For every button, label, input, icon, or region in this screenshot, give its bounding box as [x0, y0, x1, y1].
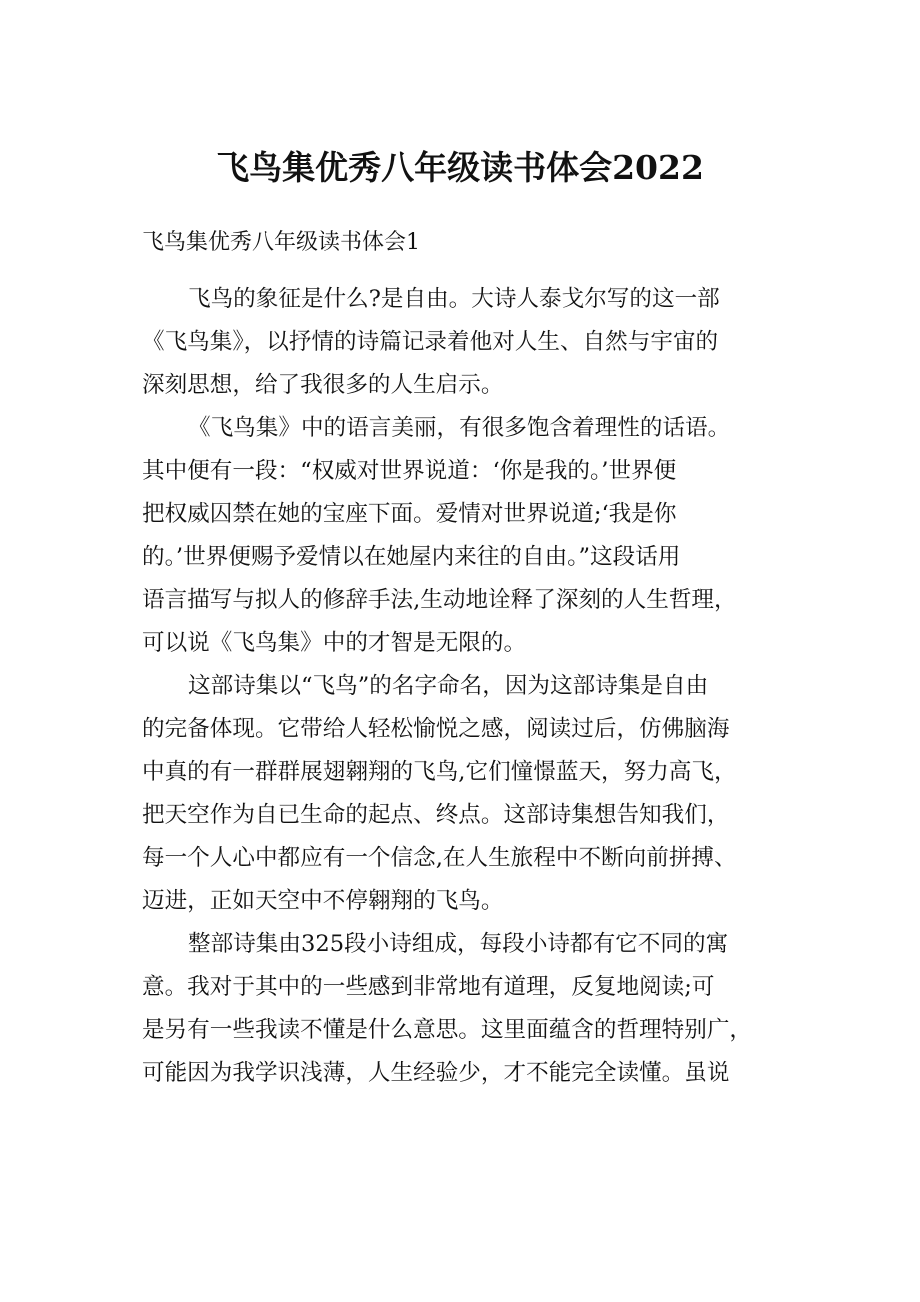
paragraph-line: 把天空作为自已生命的起点、终点。这部诗集想告知我们，: [142, 802, 730, 828]
paragraph-line: 飞鸟的象征是什么?是自由。大诗人泰戈尔写的这一部: [188, 286, 720, 312]
paragraph-line: 整部诗集由325段小诗组成，每段小诗都有它不同的寓: [188, 931, 729, 957]
paragraph-line: 意。我对于其中的一些感到非常地有道理，反复地阅读;可: [142, 974, 715, 1000]
document-subtitle: 飞鸟集优秀八年级读书体会1: [142, 230, 420, 255]
paragraph-line: 可以说《飞鸟集》中的才智是无限的。: [142, 630, 527, 656]
paragraph-line: 其中便有一段：“权威对世界说道：‘你是我的。’世界便: [142, 458, 677, 484]
paragraph-line: 把权威囚禁在她的宝座下面。爱情对世界说道;‘我是你: [142, 501, 677, 527]
paragraph-line: 的完备体现。它带给人轻松愉悦之感，阅读过后，仿佛脑海: [142, 716, 730, 742]
paragraph: [142, 278, 782, 407]
document-title: 飞鸟集优秀八年级读书体会2022: [216, 148, 704, 187]
paragraph-line: 可能因为我学识浅薄，人生经验少，才不能完全读懂。虽说: [142, 1060, 730, 1086]
paragraph: [142, 923, 782, 1095]
paragraph-line: 《飞鸟集》，以抒情的诗篇记录着他对人生、自然与宇宙的: [142, 329, 719, 355]
paragraph-line: 这部诗集以“飞鸟”的名字命名，因为这部诗集是自由: [188, 673, 709, 699]
paragraph-line: 的。’世界便赐予爱情以在她屋内来往的自由。”这段话用: [142, 544, 681, 570]
paragraph-line: 中真的有一群群展翅翱翔的飞鸟,它们憧憬蓝天，努力高飞，: [142, 759, 737, 785]
paragraph-line: 每一个人心中都应有一个信念,在人生旅程中不断向前拼搏、: [142, 845, 737, 871]
paragraph-line: 迈进，正如天空中不停翱翔的飞鸟。: [142, 888, 504, 914]
paragraph: [142, 665, 782, 923]
paragraph: [142, 407, 782, 665]
paragraph-line: 《飞鸟集》中的语言美丽，有很多饱含着理性的话语。: [188, 415, 731, 441]
paragraph-line: 是另有一些我读不懂是什么意思。这里面蕴含的哲理特别广，: [142, 1017, 753, 1043]
paragraph-line: 深刻思想，给了我很多的人生启示。: [142, 372, 504, 398]
document-body: [142, 278, 782, 1095]
paragraph-line: 语言描写与拟人的修辞手法,生动地诠释了深刻的人生哲理，: [142, 587, 737, 613]
